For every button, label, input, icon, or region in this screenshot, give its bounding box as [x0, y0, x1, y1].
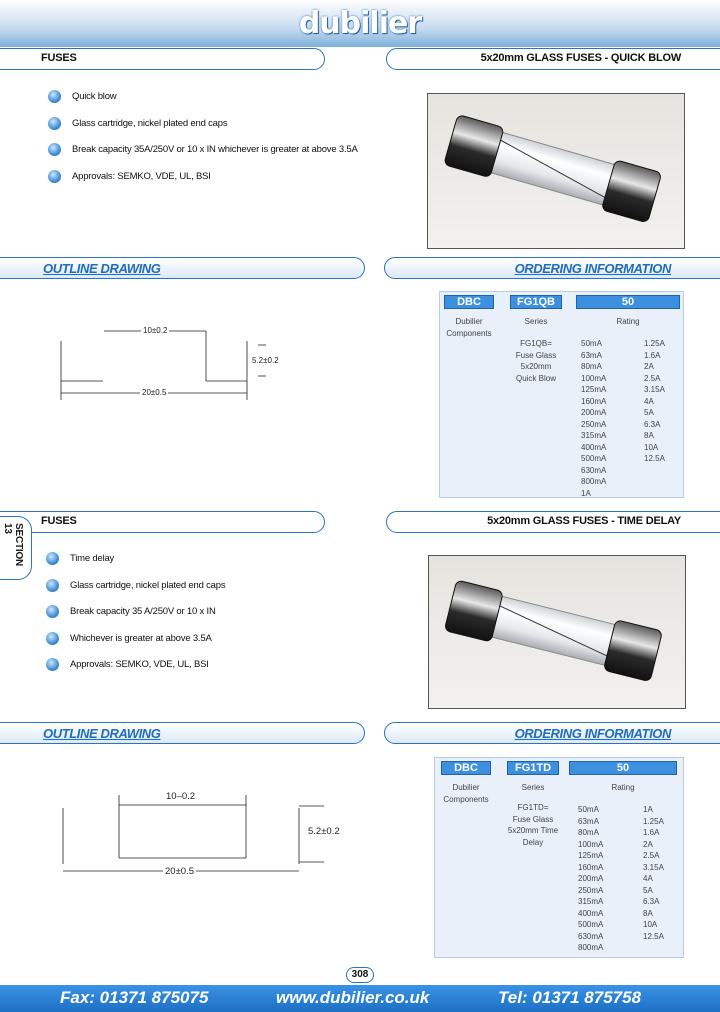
feature-item: Glass cartridge, nickel plated end caps [46, 579, 225, 606]
dim-diameter: 5.2±0.2 [252, 356, 279, 365]
feature-item: Break capacity 35A/250V or 10 x IN whichever is greater at above 3.5A [48, 143, 358, 170]
fuse-photo [428, 555, 686, 709]
bullet-icon [46, 658, 59, 671]
outline-drawing-header [0, 257, 365, 279]
rating-column-a: 50mA 63mA 80mA 100mA 125mA 160mA 200mA 250mA 315mA 400mA 500mA 630mA 800mA [578, 805, 604, 952]
product-title: 5x20mm GLASS FUSES - QUICK BLOW [480, 52, 681, 64]
section-label: SECTION 13 [2, 523, 24, 567]
code-rating: 50 [576, 295, 680, 309]
dim-length-total: 20±0.5 [142, 388, 167, 397]
feature-item: Approvals: SEMKO, VDE, UL, BSI [46, 658, 225, 685]
series-detail: FG1QB= Fuse Glass 5x20mm Quick Blow [515, 339, 557, 383]
product-title: 5x20mm GLASS FUSES - TIME DELAY [487, 515, 681, 527]
outline-drawing-title: OUTLINE DRAWING [43, 726, 161, 741]
rating-column-a: 50mA 63mA 80mA 100mA 125mA 160mA 200mA 250mA 315mA 400mA 500mA 630mA 800mA 1A [581, 339, 607, 498]
ordering-info-title: ORDERING INFORMATION [514, 726, 671, 741]
dubilier-logo: dubilier [298, 6, 422, 41]
category-label: FUSES [41, 52, 77, 64]
bullet-icon [48, 117, 61, 130]
ordering-info-header [384, 257, 720, 279]
desc-rating: Rating [616, 317, 640, 326]
fuse-image [429, 556, 687, 710]
code-dbc: DBC [441, 761, 491, 775]
feature-item: Whichever is greater at above 3.5A [46, 632, 225, 659]
desc-series: Series [524, 317, 548, 326]
fuse-photo [427, 93, 685, 249]
ordering-info-header [384, 722, 720, 744]
fuse-image [428, 94, 686, 250]
desc-rating: Rating [611, 783, 635, 792]
dim-length-top: 10±0.2 [143, 326, 168, 335]
ordering-table [434, 757, 684, 958]
bullet-icon [46, 605, 59, 618]
feature-list [46, 552, 225, 685]
category-header [0, 511, 325, 533]
feature-item: Break capacity 35 A/250V or 10 x IN [46, 605, 225, 632]
ordering-table [439, 291, 684, 498]
feature-item: Glass cartridge, nickel plated end caps [48, 117, 358, 144]
bullet-icon [48, 143, 61, 156]
product-title-header [386, 48, 720, 70]
ordering-info-title: ORDERING INFORMATION [514, 261, 671, 276]
feature-item: Approvals: SEMKO, VDE, UL, BSI [48, 170, 358, 197]
desc-series: Series [521, 783, 545, 792]
code-rating: 50 [569, 761, 677, 775]
telephone-number: Tel: 01371 875758 [498, 988, 642, 1007]
category-label: FUSES [41, 515, 77, 527]
bullet-icon [46, 632, 59, 645]
bullet-icon [46, 552, 59, 565]
bullet-icon [48, 90, 61, 103]
code-series: FG1TD [507, 761, 559, 775]
rating-column-b: 1A 1.25A 1.6A 2A 2.5A 3.15A 4A 5A 6.3A 8A 10A 12.5A [643, 805, 664, 941]
section-tab [0, 516, 32, 580]
feature-list [48, 90, 358, 196]
dim-diameter: 5.2±0.2 [308, 826, 340, 837]
dim-length-total: 20±0.5 [165, 866, 194, 877]
category-header [0, 48, 325, 70]
page-number: 308 [346, 967, 374, 983]
desc-manufacturer: Dubilier Components [443, 783, 489, 804]
bullet-icon [48, 170, 61, 183]
website-link[interactable]: www.dubilier.co.uk [276, 988, 430, 1007]
series-detail: FG1TD= Fuse Glass 5x20mm Time Delay [507, 803, 559, 847]
rating-column-b: 1.25A 1.6A 2A 2.5A 3.15A 4A 5A 6.3A 8A 10A 12.5A [644, 339, 665, 463]
code-dbc: DBC [444, 295, 494, 309]
fax-number: Fax: 01371 875075 [60, 988, 209, 1007]
code-series: FG1QB [510, 295, 562, 309]
feature-item: Quick blow [48, 90, 358, 117]
footer-bar [0, 985, 720, 1012]
feature-item: Time delay [46, 552, 225, 579]
bullet-icon [46, 579, 59, 592]
dim-length-top: 10–0.2 [166, 791, 196, 802]
product-title-header [386, 511, 720, 533]
outline-drawing-title: OUTLINE DRAWING [43, 261, 161, 276]
desc-manufacturer: Dubilier Components [446, 317, 492, 338]
outline-drawing-header [0, 722, 365, 744]
